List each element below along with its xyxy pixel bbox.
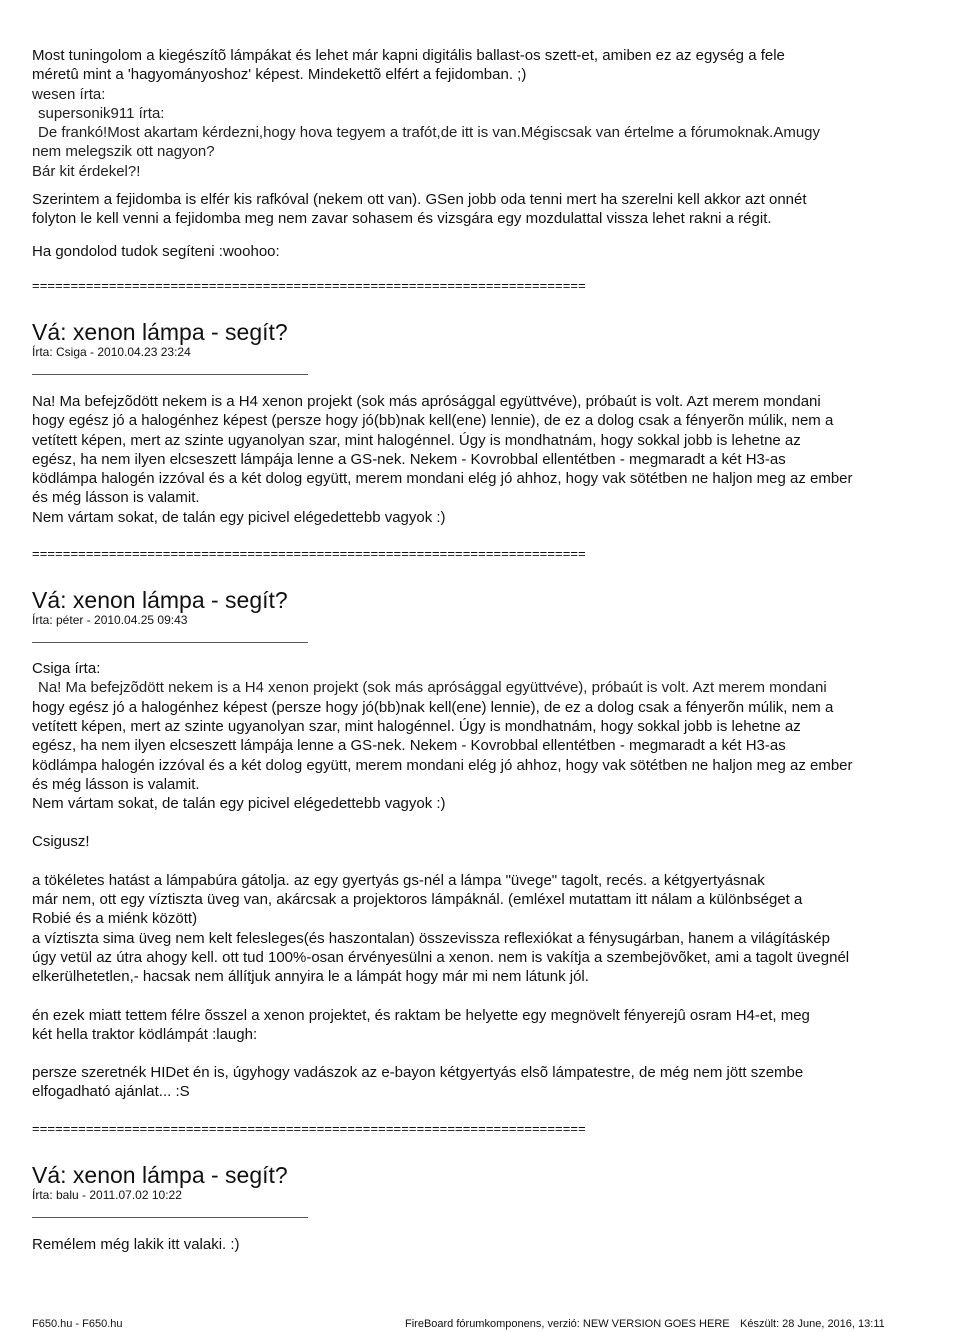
quote-header: wesen írta:	[32, 85, 106, 103]
quote-line: vetített képen, mert az szinte ugyanolyan szar, mint halogénnel. Úgy is mondhatnám, hogy sokkal jobb is lehetne az	[32, 717, 801, 735]
post-line: egész, ha nem ilyen elcseszett lámpája lenne a GS-nek. Nekem - Kovrobbal ellentétben - megmaradt a két H3-as	[32, 450, 786, 468]
post-title: Vá: xenon lámpa - segít?	[32, 318, 288, 345]
post-line: a tökéletes hatást a lámpabúra gátolja. az egy gyertyás gs-nél a lámpa "üvege" tagolt, recés. a kétgyertyásnak	[32, 871, 765, 889]
post-line: Na! Ma befejzõdött nekem is a H4 xenon projekt (sok más aprósággal együttvéve), próbaút is volt. Azt merem mondani	[32, 392, 821, 410]
separator: ========================================================================	[32, 277, 586, 293]
separator: ========================================================================	[32, 1120, 586, 1136]
post-peter	[32, 587, 932, 1136]
intro-post	[32, 46, 932, 293]
greeting: Csigusz!	[32, 833, 90, 851]
forum-thread	[32, 46, 932, 1254]
intro-line-2: méretû mint a 'hagyományoshoz' képest. Mindekettõ elfért a fejidomban. ;)	[32, 66, 527, 84]
footer-component: FireBoard fórumkomponens, verzió: NEW VERSION GOES HERE	[405, 1318, 730, 1330]
quote-line: hogy egész jó a halogénhez képest (persze hogy jó(bb)nak kell(ene) lennie), de ez a dolog csak a fényerõn múlik, nem a	[32, 698, 834, 716]
footer-site: F650.hu - F650.hu	[32, 1318, 123, 1330]
post-line: a víztiszta sima üveg nem kelt felesleges(és haszontalan) összevissza reflexiókat a fénysugárban, hanem a világításkép	[32, 929, 830, 947]
reply-line-1: Szerintem a fejidomba is elfér kis rafkóval (nekem ott van). GSen jobb oda tenni mert ha szerelni kell akkor azt onnét	[32, 191, 807, 209]
post-line: hogy egész jó a halogénhez képest (persze hogy jó(bb)nak kell(ene) lennie), de ez a dolog csak a fényerõn múlik, nem a	[32, 412, 834, 430]
post-line: és még lásson is valamit.	[32, 489, 200, 507]
post-line: Nem vártam sokat, de talán egy picivel elégedettebb vagyok :)	[32, 508, 446, 526]
post-line: két hella traktor ködlámpát :laugh:	[32, 1025, 258, 1043]
post-line: már nem, ott egy víztiszta üveg van, akárcsak a projektoros lámpáknál. (emléxel mutattam itt nálam a különbséget a	[32, 891, 803, 909]
post-line: persze szeretnék HIDet én is, úgyhogy vadászok az e-bayon kétgyertyás elsõ lámpatestre, de még nem jött szembe	[32, 1064, 804, 1082]
nested-quote-header: supersonik911 írta:	[38, 104, 165, 122]
post-meta: Írta: balu - 2011.07.02 10:22	[32, 1187, 182, 1202]
quote-line: egész, ha nem ilyen elcseszett lámpája lenne a GS-nek. Nekem - Kovrobbal ellentétben - megmaradt a két H3-as	[32, 737, 786, 755]
nested-quote-line-3: Bár kit érdekel?!	[32, 162, 141, 180]
nested-quote-line-2: nem melegszik ott nagyon?	[32, 143, 215, 161]
post-csiga	[32, 319, 932, 561]
post-line: Remélem még lakik itt valaki. :)	[32, 1235, 240, 1253]
footer-generated: Készült: 28 June, 2016, 13:11	[740, 1318, 885, 1330]
post-meta: Írta: Csiga - 2010.04.23 23:24	[32, 344, 191, 359]
post-title: Vá: xenon lámpa - segít?	[32, 587, 288, 614]
quote-line: és még lásson is valamit.	[32, 775, 200, 793]
post-title: Vá: xenon lámpa - segít?	[32, 1161, 288, 1188]
post-line: elkerülhetetlen,- hacsak nem állítjuk annyira le a lámpát hogy már mi nem látunk jól.	[32, 968, 589, 986]
quote-line: Nem vártam sokat, de talán egy picivel elégedettebb vagyok :)	[32, 795, 446, 813]
quote-line: Na! Ma befejzõdött nekem is a H4 xenon projekt (sok más aprósággal együttvéve), próbaút is volt. Azt merem mondani	[38, 679, 827, 697]
intro-line-1: Most tuningolom a kiegészítõ lámpákat és lehet már kapni digitális ballast-os szett-et, amiben ez az egység a fele	[32, 47, 785, 64]
nested-quote-line-1: De frankó!Most akartam kérdezni,hogy hova tegyem a trafót,de itt is van.Mégiscsak van értelme a fórumoknak.Amugy	[38, 124, 821, 142]
help-line: Ha gondolod tudok segíteni :woohoo:	[32, 242, 280, 260]
post-balu	[32, 1162, 932, 1254]
separator: ========================================================================	[32, 546, 586, 562]
post-line: vetített képen, mert az szinte ugyanolyan szar, mint halogénnel. Úgy is mondhatnám, hogy sokkal jobb is lehetne az	[32, 431, 801, 449]
post-line: Robié és a miénk között)	[32, 910, 198, 928]
post-line: úgy vetül az útra ahogy kell. ott tud 100%-osan érvényesülni a xenon. nem is vakítja a szembejövõket, ami a tagolt üvegnél	[32, 948, 850, 966]
quote-line: ködlámpa halogén izzóval és a két dolog együtt, merem mondani elég jó ahhoz, hogy vak sötétben ne haljon meg az ember	[32, 756, 853, 774]
post-line: én ezek miatt tettem félre õsszel a xenon projektet, és raktam be helyette egy megnövelt fényerejû osram H4-et, meg	[32, 1006, 810, 1024]
reply-line-2: folyton le kell venni a fejidomba meg nem zavar sohasem és vizsgára egy mozdulattal vissza lehet rakni a régit.	[32, 210, 772, 228]
post-meta: Írta: péter - 2010.04.25 09:43	[32, 613, 188, 628]
post-line: elfogadható ajánlat... :S	[32, 1083, 190, 1101]
quote-header: Csiga írta:	[32, 660, 101, 678]
post-line: ködlámpa halogén izzóval és a két dolog együtt, merem mondani elég jó ahhoz, hogy vak sötétben ne haljon meg az ember	[32, 470, 853, 488]
